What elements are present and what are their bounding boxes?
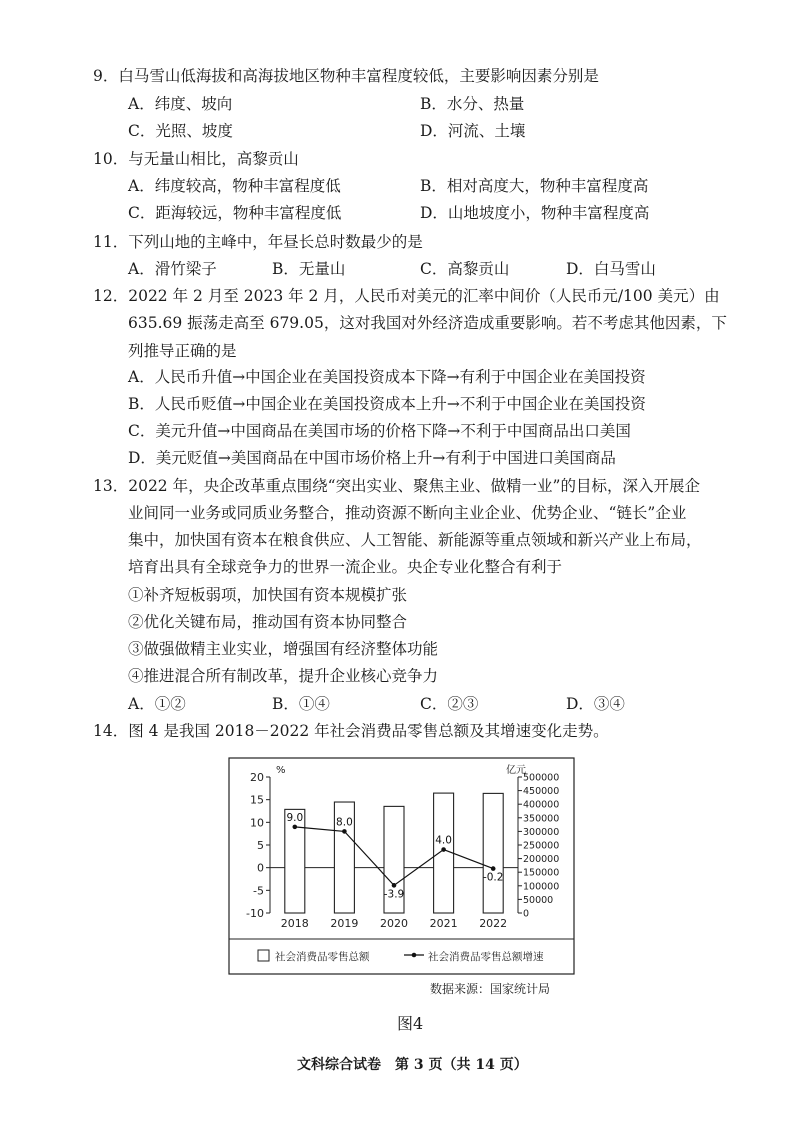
question-13-stem-line-4: 培育出具有全球竞争力的世界一流企业。央企专业化整合有利于 [128,558,563,576]
category-label: 2018 [280,917,309,930]
question-13-stem-line-2: 业间同一业务或同质业务整合，推动资源不断向主业企业、优势企业、“链长”企业 [128,504,687,522]
retail-sales-chart [228,757,575,975]
q10-option-d: D．山地坡度小，物种丰富程度高 [420,204,650,222]
right-tick-label: 300000 [523,826,560,838]
question-11-stem: 11．下列山地的主峰中，年昼长总时数最少的是 [93,233,423,251]
q13-item-2: ②优化关键布局，推动国有资本协同整合 [128,613,408,631]
growth-label: -3.9 [383,888,405,901]
question-13-stem-line-3: 集中，加快国有资本在粮食供应、人工智能、新能源等重点领域和新兴产业上布局， [128,531,702,549]
q13-option-c: C．②③ [420,695,479,713]
right-axis-unit: 亿元 [506,765,526,776]
bar-2022 [483,793,503,913]
right-tick-label: 100000 [523,881,560,893]
q11-option-a: A．滑竹梁子 [128,260,217,278]
bar-2021 [434,793,454,913]
question-9-stem: 9．白马雪山低海拔和高海拔地区物种丰富程度较低，主要影响因素分别是 [93,67,599,85]
q10-option-a: A．纬度较高，物种丰富程度低 [128,177,341,195]
growth-point-2022 [491,866,496,871]
question-12-stem-line-1: 12．2022 年 2 月至 2023 年 2 月，人民币对美元的汇率中间价（人民币元/100 美元）由 [93,287,720,305]
q12-option-b: B．人民币贬值→中国企业在美国投资成本上升→不利于中国企业在美国投资 [128,395,646,413]
right-tick-label: 0 [523,908,530,920]
q11-option-b: B．无量山 [272,260,346,278]
q12-option-c: C．美元升值→中国商品在美国市场的价格下降→不利于中国商品出口美国 [128,422,631,440]
q13-item-1: ①补齐短板弱项，加快国有资本规模扩张 [128,586,408,604]
q13-option-a: A．①② [128,695,186,713]
q10-option-b: B．相对高度大，物种丰富程度高 [420,177,649,195]
growth-point-2019 [342,829,347,834]
growth-label: 9.0 [286,811,304,824]
growth-label: -0.2 [482,871,504,884]
figure-label: 图4 [397,1014,424,1033]
legend-line-label: 社会消费品零售总额增速 [428,951,544,963]
question-12-stem-line-2: 635.69 振荡走高至 679.05，这对我国对外经济造成重要影响。若不考虑其他因素，下 [128,314,727,332]
category-label: 2021 [429,917,458,930]
growth-label: 8.0 [336,816,353,829]
left-tick-label: 20 [250,771,264,784]
left-tick-label: 10 [250,816,264,830]
right-tick-label: 500000 [523,772,560,784]
question-12-stem-line-3: 列推导正确的是 [128,342,237,360]
category-label: 2020 [380,917,408,930]
left-tick-label: 0 [257,861,264,875]
q9-option-d: D．河流、土壤 [420,122,526,140]
q13-item-4: ④推进混合所有制改革，提升企业核心竞争力 [128,667,439,685]
legend-bar-label: 社会消费品零售总额 [275,951,370,963]
chart-source: 数据来源：国家统计局 [430,982,551,996]
right-tick-label: 350000 [523,813,560,825]
growth-point-2021 [441,847,446,852]
left-tick-label: -10 [246,907,264,920]
q9-option-c: C．光照、坡度 [128,122,233,140]
category-label: 2022 [479,917,508,930]
left-axis-unit: % [276,765,286,776]
question-10-stem: 10．与无量山相比，高黎贡山 [93,150,299,168]
category-label: 2019 [330,917,359,930]
right-tick-label: 400000 [523,799,560,811]
q12-option-d: D．美元贬值→美国商品在中国市场价格上升→有利于中国进口美国商品 [128,449,616,467]
growth-point-2018 [293,825,298,830]
q12-option-a: A．人民币升值→中国企业在美国投资成本下降→有利于中国企业在美国投资 [128,368,646,386]
page-footer: 文科综合试卷 第 3 页（共 14 页） [297,1057,528,1073]
legend-bar-swatch [258,950,269,961]
q13-option-b: B．①④ [272,695,330,713]
left-tick-label: -5 [253,884,264,898]
q9-option-a: A．纬度、坡向 [128,95,233,113]
left-tick-label: 5 [257,839,264,852]
growth-point-2020 [392,883,397,888]
q9-option-b: B．水分、热量 [420,95,525,113]
right-tick-label: 450000 [523,786,560,798]
question-14-stem: 14．图 4 是我国 2018－2022 年社会消费品零售总额及其增速变化走势。 [93,722,609,740]
q13-item-3: ③做强做精主业实业，增强国有经济整体功能 [128,640,439,658]
q10-option-c: C．距海较远，物种丰富程度低 [128,204,342,222]
right-tick-label: 200000 [523,854,560,866]
right-tick-label: 250000 [523,840,560,852]
right-tick-label: 150000 [523,867,560,879]
legend-line-marker [412,953,417,958]
q13-option-d: D．③④ [566,695,625,713]
right-tick-label: 50000 [523,894,554,906]
growth-label: 4.0 [435,834,452,847]
retail-sales-chart-svg [228,757,575,975]
question-13-stem-line-1: 13．2022 年，央企改革重点围绕“突出实业、聚焦主业、做精一业”的目标，深入开展企 [93,477,700,495]
q11-option-c: C．高黎贡山 [420,260,510,278]
left-tick-label: 15 [250,793,264,807]
q11-option-d: D．白马雪山 [566,260,656,278]
